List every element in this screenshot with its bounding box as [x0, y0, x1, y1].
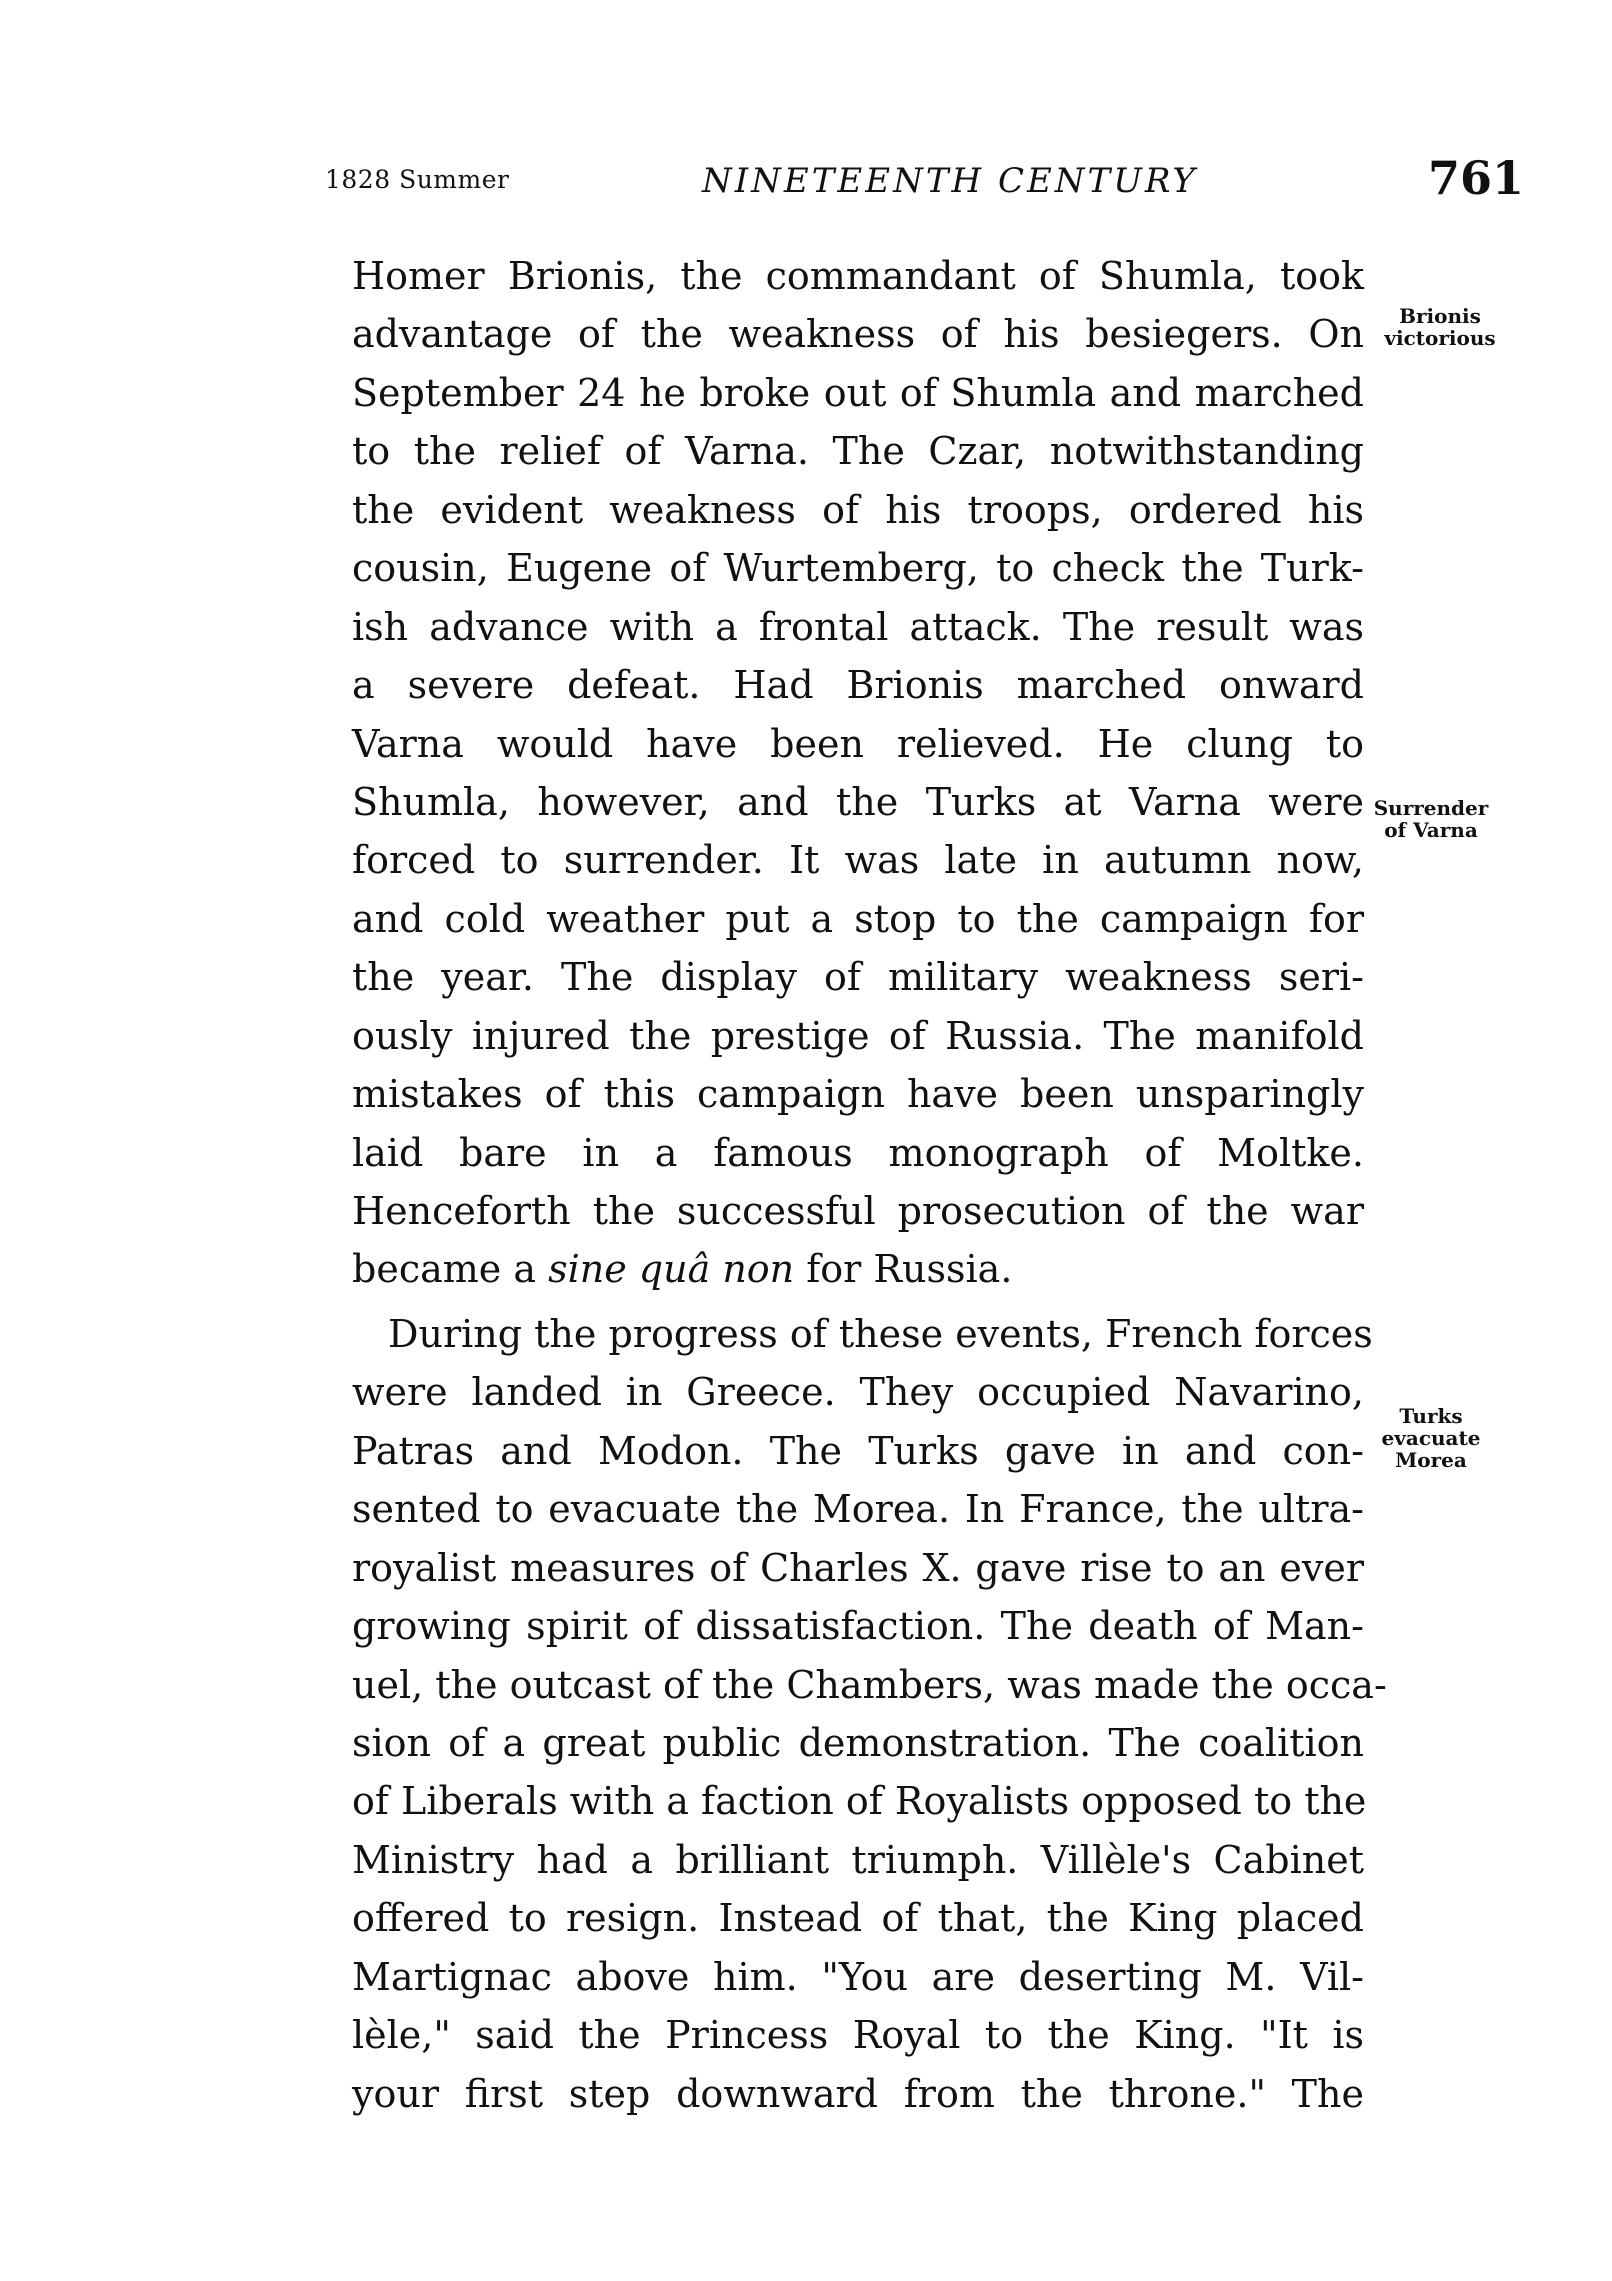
marginal-note-turks-evacuate-morea — [1356, 1405, 1506, 1471]
text-line: advantage of the weakness of his besiegers. On — [352, 312, 1364, 357]
text-line: and cold weather put a stop to the campaign for — [352, 896, 1364, 941]
text-line: Ministry had a brilliant triumph. Villèle's Cabinet — [352, 1837, 1364, 1882]
text-line: your first step downward from the throne." The — [352, 2071, 1364, 2116]
text-line: Martignac above him. "You are deserting M. Vil- — [352, 1954, 1364, 1999]
note-line: Surrender — [1373, 796, 1489, 820]
text-line: mistakes of this campaign have been unsparingly — [352, 1072, 1364, 1117]
running-header-date: 1828 Summer — [325, 165, 510, 194]
text-line: of Liberals with a faction of Royalists opposed to the — [352, 1779, 1367, 1824]
text-span: became a — [352, 1247, 549, 1292]
text-line: royalist measures of Charles X. gave rise to an ever — [352, 1545, 1364, 1590]
note-line: Morea — [1395, 1448, 1467, 1472]
text-line: Henceforth the successful prosecution of the war — [352, 1189, 1364, 1233]
text-line: lèle," said the Princess Royal to the King. "It is — [352, 2013, 1364, 2058]
marginal-note-brionis-victorious — [1365, 305, 1515, 349]
text-line: Homer Brionis, the commandant of Shumla, took — [352, 254, 1364, 298]
text-line: the evident weakness of his troops, ordered his — [352, 487, 1364, 532]
text-line: Patras and Modon. The Turks gave in and con- — [352, 1428, 1364, 1473]
text-line: September 24 he broke out of Shumla and marched — [352, 370, 1364, 415]
note-line: of Varna — [1384, 818, 1478, 842]
text-line: forced to surrender. It was late in autumn now, — [352, 838, 1364, 883]
text-line: cousin, Eugene of Wurtemberg, to check the Turk- — [352, 546, 1364, 591]
text-span: for Russia. — [794, 1247, 1013, 1292]
text-line: sented to evacuate the Morea. In France, the ultra- — [352, 1487, 1364, 1532]
page-number: 761 — [1428, 151, 1525, 205]
text-line: the year. The display of military weakness seri- — [352, 955, 1364, 1000]
marginal-note-surrender-of-varna — [1356, 797, 1506, 841]
text-line: laid bare in a famous monograph of Moltke. — [352, 1130, 1364, 1175]
text-line: growing spirit of dissatisfaction. The death of Man- — [352, 1604, 1364, 1649]
latin-phrase: sine quâ non — [548, 1247, 795, 1292]
text-line: Shumla, however, and the Turks at Varna were — [352, 779, 1364, 824]
text-line: to the relief of Varna. The Czar, notwithstanding — [352, 429, 1364, 474]
text-line: offered to resign. Instead of that, the King placed — [352, 1896, 1364, 1941]
note-line: evacuate — [1381, 1426, 1481, 1450]
text-line: were landed in Greece. They occupied Navarino, — [352, 1370, 1364, 1415]
text-line: ish advance with a frontal attack. The result was — [352, 604, 1364, 649]
note-line: Brionis — [1399, 304, 1481, 328]
running-header-title: NINETEENTH CENTURY — [702, 161, 1198, 201]
paragraph-first-line: During the progress of these events, French forces — [388, 1311, 1373, 1356]
body-text — [352, 247, 1387, 2123]
note-line: Turks — [1399, 1404, 1463, 1428]
paragraph-end-line — [352, 1240, 1364, 1298]
text-line: ously injured the prestige of Russia. The manifold — [352, 1013, 1364, 1058]
text-line: a severe defeat. Had Brionis marched onward — [352, 663, 1364, 708]
text-line: sion of a great public demonstration. The coalition — [352, 1720, 1364, 1765]
text-line: uel, the outcast of the Chambers, was made the occa- — [352, 1662, 1387, 1707]
text-line: Varna would have been relieved. He clung to — [352, 721, 1364, 766]
note-line: victorious — [1384, 326, 1496, 350]
